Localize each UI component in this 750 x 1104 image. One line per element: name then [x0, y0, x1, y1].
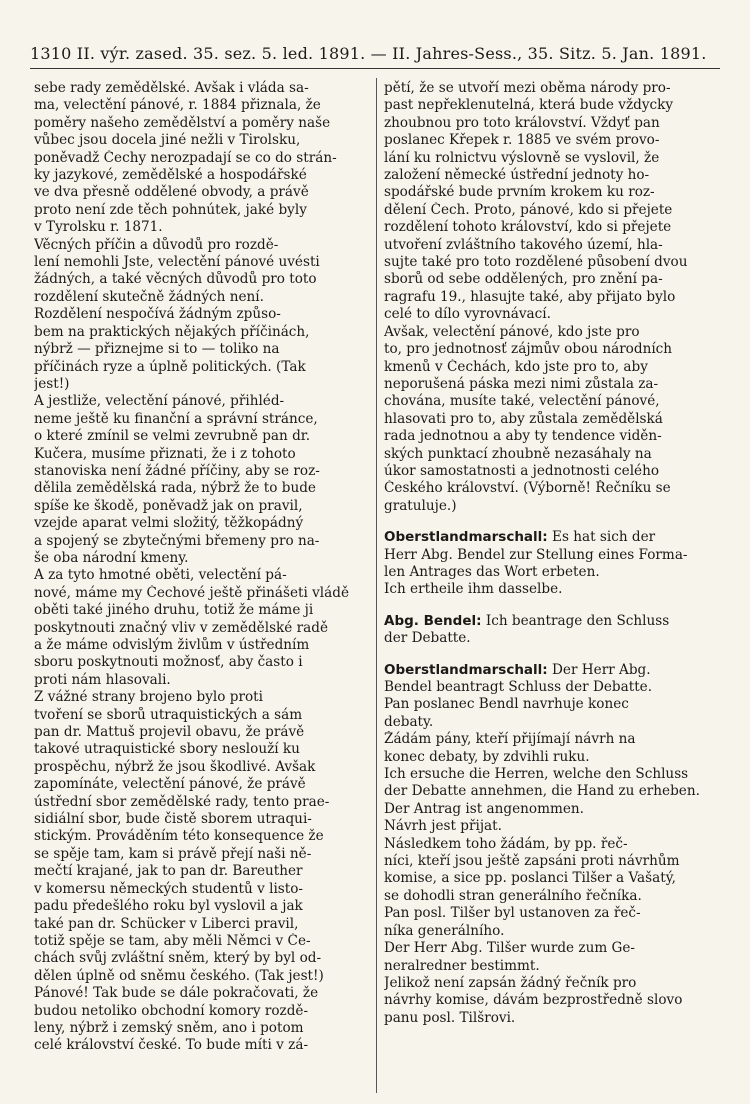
speech-oberstlandmarschall-1 — [384, 529, 720, 599]
text-line: rada jednotnou a aby ty tendence viděn- — [384, 428, 662, 445]
text-line: Návrh jest přijat. — [384, 818, 502, 835]
text-line: rozdělení skutečně žádných není. — [34, 288, 264, 305]
text-line: ky jazykové, zemědělské a hospodářské — [34, 167, 307, 184]
text-line: bem na praktických nějakých příčinách, — [34, 323, 310, 340]
text-line: Rozdělení nespočívá žádným způso- — [34, 306, 281, 323]
text-line: celé to dílo vyrovnávací. — [384, 306, 551, 323]
text-line: Jelikož není zapsán žádný řečník pro — [384, 974, 637, 991]
speech-oberstlandmarschall-2 — [384, 662, 720, 1028]
text-line: a spojený se zbytečnými břemeny pro na- — [34, 532, 320, 549]
text-line: prospěchu, nýbrž že jsou škodlivé. Avšak — [34, 758, 316, 775]
text-line: stanoviska není žádné příčiny, aby se roz- — [34, 462, 320, 479]
text-line: dělen úplně od sněmu českého. (Tak jest!) — [34, 967, 324, 984]
text-line: neme ještě ku finanční a správní stránce, — [34, 410, 318, 427]
text-line: utvoření zvláštního takového území, hla- — [384, 236, 663, 253]
text-line: past nepřeklenutelná, která bude vždycky — [384, 97, 674, 114]
right-column-top-text — [384, 80, 720, 515]
text-line: o které zmínil se velmi zevrubně pan dr. — [34, 428, 311, 445]
right-column — [384, 80, 720, 1027]
text-line: ve dva přesně oddělené obvody, a právě — [34, 184, 309, 201]
text-line: tvoření se sborů utraquistických a sám — [34, 706, 303, 723]
text-line: rozdělení tohoto království, kdo si přejete — [384, 219, 672, 236]
text-line: také pan dr. Schücker v Liberci pravil, — [34, 915, 299, 932]
text-line: příčinách ryze a úplně politických. (Tak — [34, 358, 306, 375]
text-line: Následkem toho žádám, by pp. řeč- — [384, 835, 628, 852]
text-line: A za tyto hmotné oběti, velectění pá- — [34, 567, 287, 584]
text-line: Herr Abg. Bendel zur Stellung eines Forma- — [384, 546, 688, 563]
text-line: Avšak, velectění pánové, kdo jste pro — [384, 323, 640, 340]
text-line: poměry našeho zemědělství a poměry naše — [34, 114, 331, 131]
text-line: kmenů v Čechách, kdo jste pro to, aby — [384, 358, 648, 375]
text-line: Der Antrag ist angenommen. — [384, 800, 584, 817]
speech-bendel — [384, 613, 720, 648]
text-line: proti nám hlasovali. — [34, 671, 171, 688]
text-line: sborů od sebe oddělených, pro znění pa- — [384, 271, 663, 288]
text-line: v Tyrolsku r. 1871. — [34, 219, 163, 236]
text-line: pětí, že se utvoří mezi oběma národy pro- — [384, 80, 671, 96]
text-line: lení nemohli Jste, velectění pánové uvésti — [34, 254, 320, 271]
text-line: neralredner bestimmt. — [384, 957, 540, 974]
text-line: Věcných příčin a důvodů pro rozdě- — [34, 236, 279, 253]
left-column — [34, 80, 369, 1055]
text-line: ma, velectění pánové, r. 1884 přiznala, že — [34, 97, 321, 114]
text-line: sboru poskytnouti možnosť, aby často i — [34, 654, 303, 671]
text-line: totiž spěje se tam, aby měli Němci v Če- — [34, 932, 311, 949]
text-line: zapomínáte, velectění pánové, že právě — [34, 776, 306, 793]
text-line: níka generálního. — [384, 922, 505, 939]
text-line: še oba národní kmeny. — [34, 549, 189, 566]
text-line: vzejde aparat velmi složitý, těžkopádný — [34, 515, 304, 532]
text-line: Der Herr Abg. Tilšer wurde zum Ge- — [384, 940, 636, 957]
text-line: dělila zemědělská rada, nýbrž že to bude — [34, 480, 316, 497]
text-line: komise, a sice pp. poslanci Tilšer a Vašatý, — [384, 870, 676, 887]
text-line: leny, nýbrž i zemský sněm, ano i potom — [34, 1019, 304, 1036]
speaker-name: Oberstlandmarschall: — [384, 661, 548, 678]
text-line: se dohodli stran generálního řečníka. — [384, 887, 642, 904]
text-line: zhoubnou pro toto království. Vždyť pan — [384, 114, 660, 131]
text-line: Ich ertheile ihm dasselbe. — [384, 581, 563, 598]
text-line: Ich ersuche die Herren, welche den Schluss — [384, 766, 689, 783]
text-line: panu posl. Tilšrovi. — [384, 1009, 516, 1026]
text-line: padu předešlého roku byl vyslovil a jak — [34, 898, 303, 915]
text-line: Pan posl. Tilšer byl ustanoven za řeč- — [384, 905, 641, 922]
text-line: Českého království. (Výborně! Řečníku se — [384, 480, 671, 497]
text-line: takové utraquistické sbory neslouží ku — [34, 741, 300, 758]
text-line: vůbec jsou docela jiné nežli v Tirolsku, — [34, 132, 301, 149]
text-line: poslanec Křepek r. 1885 ve svém provo- — [384, 132, 660, 149]
text-line: poskytnouti značný vliv v zemědělské radě — [34, 619, 328, 636]
text-line: celé království české. To bude míti v zá- — [34, 1037, 309, 1054]
text-line: stickým. Prováděním této konsequence že — [34, 828, 324, 845]
text-line: nýbrž — přiznejme si to — toliko na — [34, 341, 280, 358]
text-line: neporušená páska mezi nimi zůstala za- — [384, 375, 659, 392]
text-line: úkor samostatnosti a jednotnosti celého — [384, 462, 660, 479]
text-line: poněvadž Čechy nerozpadají se co do strán- — [34, 149, 337, 166]
text-line: ragrafu 19., hlasujte také, aby přijato bylo — [384, 288, 676, 305]
text-line: Kučera, musíme přiznati, že i z tohoto — [34, 445, 296, 462]
text-line: to, pro jednotnosť zájmův obou národních — [384, 341, 673, 358]
page-header: 1310 II. výr. zased. 35. sez. 5. led. 1891. — II. Jahres-Sess., 35. Sitz. 5. Jan. 1891. — [30, 44, 707, 63]
text-line: chách svůj zvláštní sněm, který by byl od- — [34, 950, 322, 967]
text-line: gratuluje.) — [384, 497, 457, 514]
text-line: konec debaty, by zdvihli ruku. — [384, 748, 590, 765]
text-line: A jestliže, velectění pánové, přihléd- — [34, 393, 285, 410]
text-line: sidiální sbor, bude čistě sborem utraqui- — [34, 811, 312, 828]
text-line: oběti také jiného druhu, totiž že máme ji — [34, 602, 314, 619]
speaker-name: Abg. Bendel: — [384, 612, 482, 629]
speech-first-line: Es hat sich der — [552, 529, 656, 546]
text-line: chována, musíte také, velectění pánové, — [384, 393, 660, 410]
text-line: návrhy komise, dávám bezprostředně slovo — [384, 992, 683, 1009]
text-line: dělení Čech. Proto, pánové, kdo si přejete — [384, 201, 673, 218]
text-line: der Debatte annehmen, die Hand zu erheben. — [384, 783, 700, 800]
speaker-name: Oberstlandmarschall: — [384, 529, 548, 546]
text-line: v komersu německých studentů v listo- — [34, 880, 304, 897]
text-line: se spěje tam, kam si právě přejí naši ně- — [34, 845, 312, 862]
text-line: mečtí krajané, jak to pan dr. Bareuther — [34, 863, 303, 880]
text-line: ústřední sbor zemědělské rady, tento prae- — [34, 793, 330, 810]
text-line: nové, máme my Čechové ještě přinášeti vládě — [34, 584, 349, 601]
text-line: Žádám pány, kteří přijímají návrh na — [384, 731, 636, 748]
text-line: sujte také pro toto rozdělené působení dvou — [384, 254, 688, 271]
text-line: len Antrages das Wort erbeten. — [384, 563, 600, 580]
text-line: hlasovati pro to, aby zůstala zemědělská — [384, 410, 663, 427]
text-line: Pan poslanec Bendl navrhuje konec — [384, 696, 629, 713]
text-line: žádných, a také věcných důvodů pro toto — [34, 271, 317, 288]
text-line: níci, kteří jsou ještě zapsáni proti návrhům — [384, 853, 680, 870]
text-line: jest!) — [34, 375, 70, 392]
text-line: pan dr. Mattuš projevil obavu, že právě — [34, 724, 305, 741]
text-line: proto není zde těch pohnútek, jaké byly — [34, 201, 307, 218]
text-line: Pánové! Tak bude se dále pokračovati, že — [34, 985, 319, 1002]
text-line: Z vážné strany brojeno bylo proti — [34, 689, 263, 706]
text-line: spíše ke škodě, poněvadž jak on pravil, — [34, 497, 303, 514]
column-divider — [376, 78, 377, 1093]
text-line: a že máme odvislým živlům v ústředním — [34, 637, 310, 653]
speech-first-line: Der Herr Abg. — [552, 661, 651, 678]
text-line: ských punktací zhoubně nezasáhaly na — [384, 445, 652, 462]
text-line: Bendel beantragt Schluss der Debatte. — [384, 679, 653, 695]
text-line: der Debatte. — [384, 630, 471, 647]
header-rule — [30, 68, 720, 69]
text-line: debaty. — [384, 713, 434, 730]
text-line: spodářské bude prvním krokem ku roz- — [384, 184, 655, 201]
text-line: sebe rady zemědělské. Avšak i vláda sa- — [34, 80, 309, 96]
speech-first-line: Ich beantrage den Schluss — [485, 612, 670, 629]
text-line: budou netoliko obchodní komory rozdě- — [34, 1002, 309, 1019]
text-line: lání ku rolnictvu výslovně se vyslovil, že — [384, 149, 660, 166]
text-line: založení německé ústřední jednoty ho- — [384, 167, 650, 184]
